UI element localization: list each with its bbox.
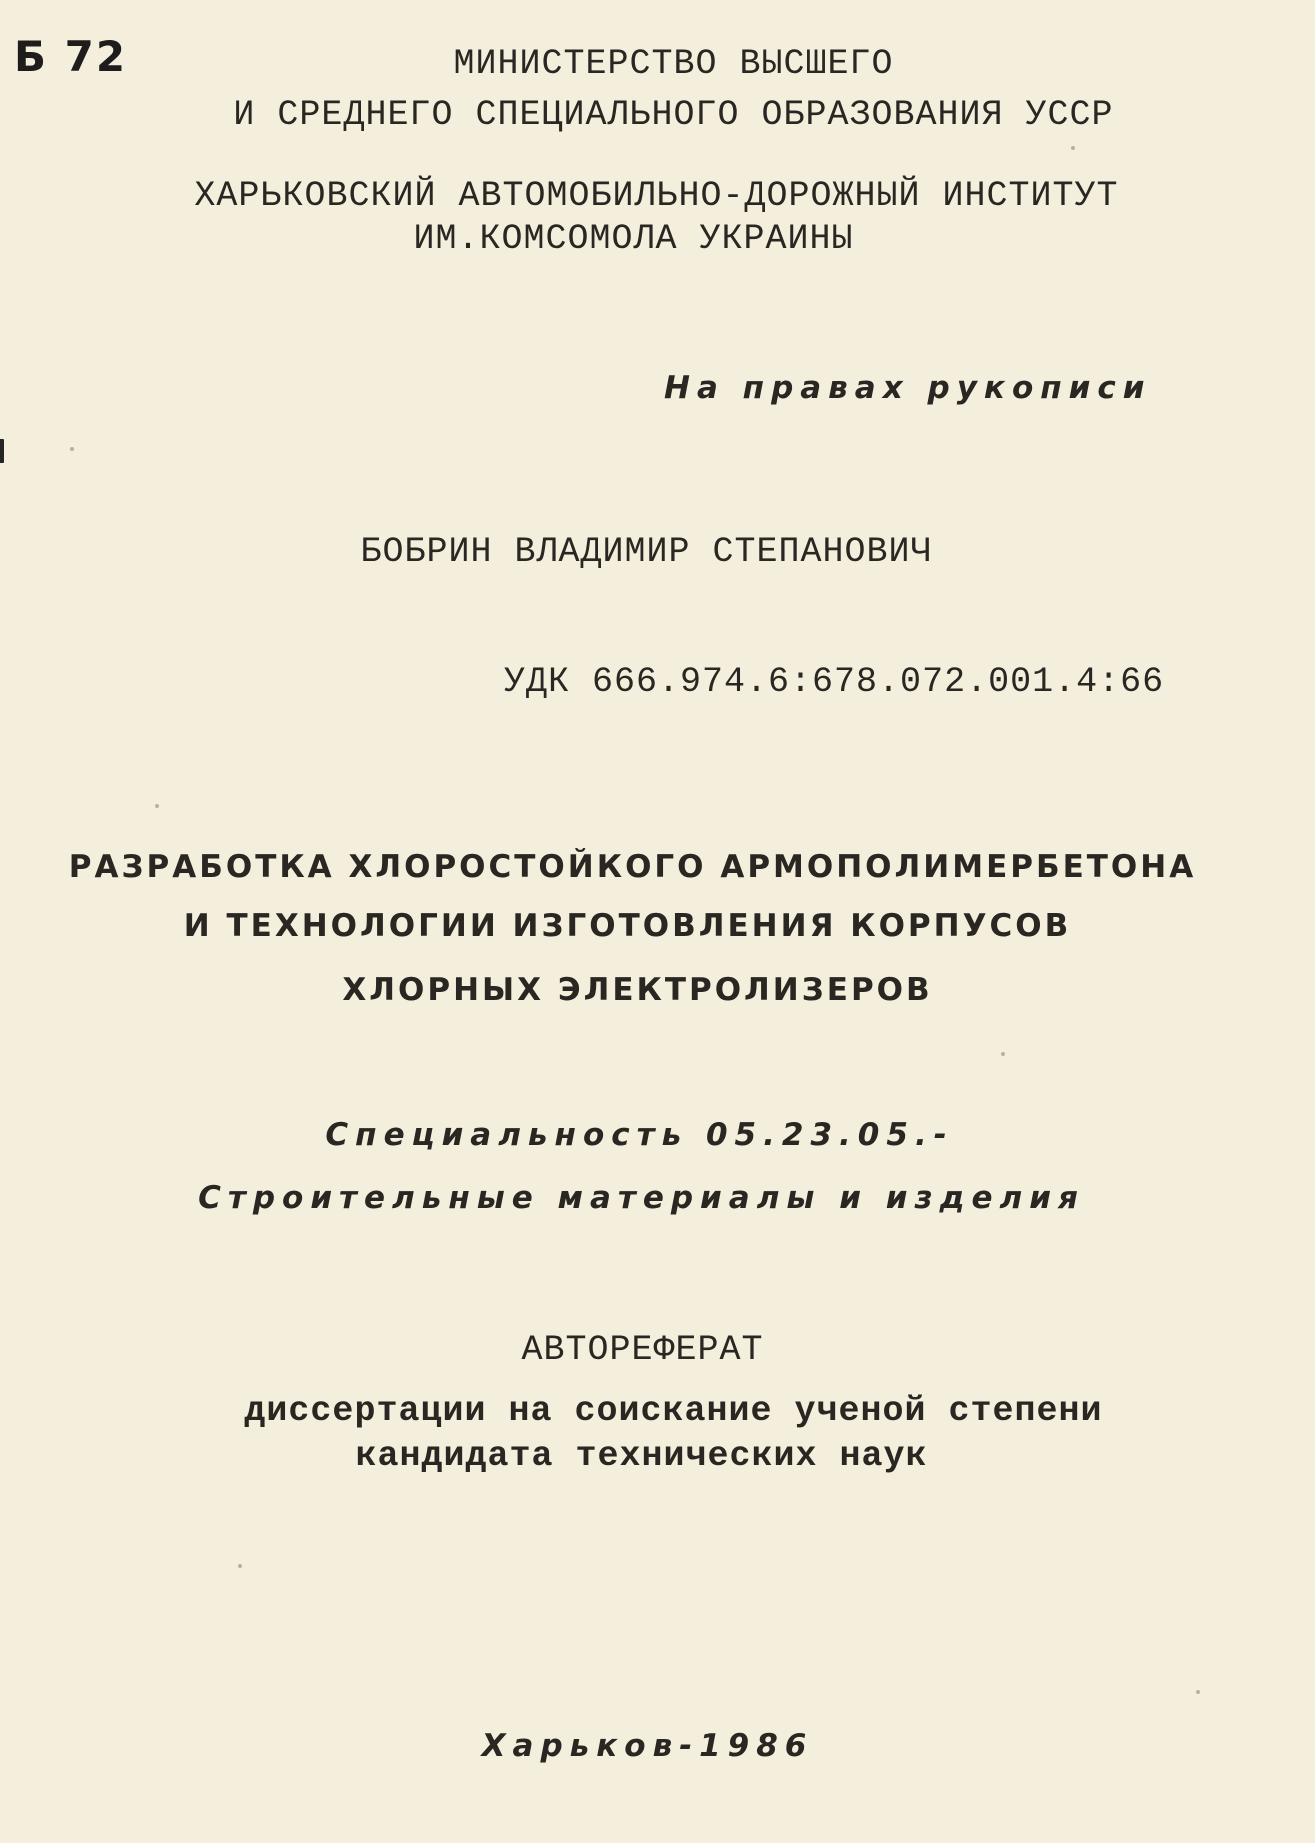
institute-line-1: ХАРЬКОВСКИЙ АВТОМОБИЛЬНО-ДОРОЖНЫЙ ИНСТИТУТ: [194, 176, 1119, 216]
title-line-3: ХЛОРНЫХ ЭЛЕКТРОЛИЗЕРОВ: [342, 972, 933, 1008]
paper-speck: [155, 804, 159, 808]
specialty-line-1: Специальность 05.23.05.-: [325, 1117, 954, 1153]
ministry-line-1: МИНИСТЕРСТВО ВЫСШЕГО: [453, 44, 894, 84]
paper-speck: [1196, 1690, 1200, 1694]
author-name: БОБРИН ВЛАДИМИР СТЕПАНОВИЧ: [360, 532, 933, 572]
paper-speck: [70, 447, 74, 451]
document-type-heading: АВТОРЕФЕРАТ: [521, 1330, 764, 1370]
binding-hole: [0, 439, 4, 463]
shelf-mark: Б 72: [14, 32, 128, 81]
title-line-2: И ТЕХНОЛОГИИ ИЗГОТОВЛЕНИЯ КОРПУСОВ: [183, 908, 1072, 944]
document-type-line-2: кандидата технических наук: [355, 1436, 928, 1476]
paper-speck: [1001, 1052, 1005, 1056]
place-year: Харьков-1986: [481, 1728, 814, 1764]
paper-speck: [1071, 146, 1075, 150]
paper-speck: [238, 1564, 242, 1568]
institute-line-2: ИМ.КОМСОМОЛА УКРАИНЫ: [413, 219, 854, 259]
title-line-1: РАЗРАБОТКА ХЛОРОСТОЙКОГО АРМОПОЛИМЕРБЕТОНА: [68, 849, 1197, 885]
udc-code: УДК 666.974.6:678.072.001.4:66: [504, 662, 1165, 702]
manuscript-note: На правах рукописи: [664, 370, 1152, 406]
ministry-line-2: И СРЕДНЕГО СПЕЦИАЛЬНОГО ОБРАЗОВАНИЯ УССР: [233, 95, 1114, 135]
specialty-line-2: Строительные материалы и изделия: [198, 1180, 1085, 1216]
document-type-line-1: диссертации на соискание ученой степени: [244, 1391, 1103, 1431]
